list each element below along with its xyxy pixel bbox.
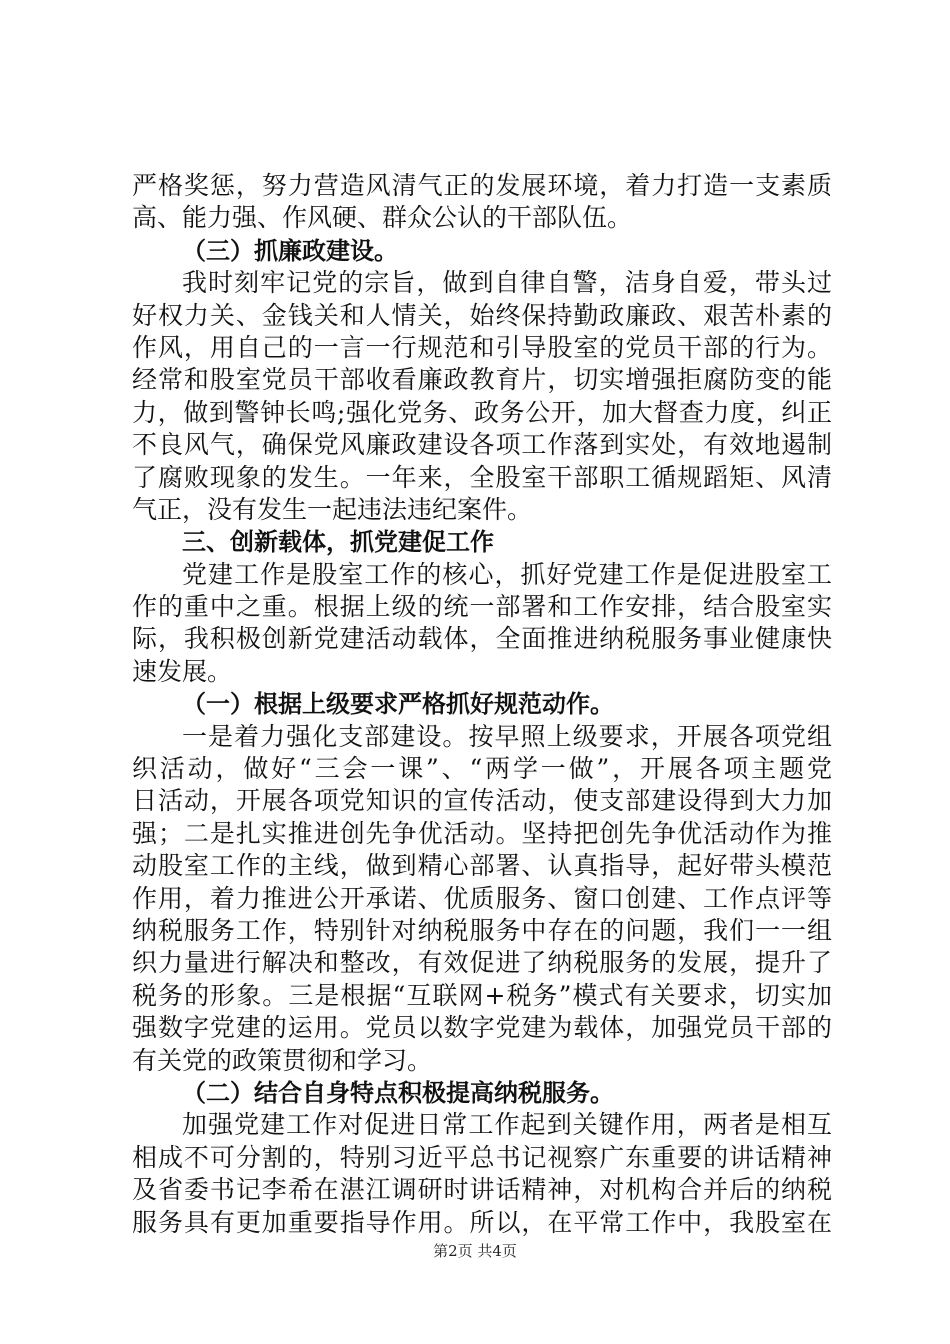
paragraph-line: 织活动，做好“三会一课”、“两学一做”，开展各项主题党: [132, 754, 832, 784]
paragraph-line: 一是着力强化支部建设。按早照上级要求，开展各项党组: [182, 721, 832, 751]
paragraph-line: 气正，没有发生一起违法违纪案件。: [132, 494, 533, 524]
paragraph-line: 税务的形象。三是根据“互联网+税务”模式有关要求，切实加: [132, 980, 832, 1010]
paragraph-line: 作的重中之重。根据上级的统一部署和工作安排，结合股室实: [132, 592, 832, 622]
section-heading: （一）根据上级要求严格抓好规范动作。: [182, 690, 614, 719]
paragraph-line: 作风，用自己的一言一行规范和引导股室的党员干部的行为。: [132, 332, 832, 362]
page-footer: 第2页 共4页: [433, 1242, 517, 1260]
paragraph-line: 及省委书记李希在湛江调研时讲话精神，对机构合并后的纳税: [132, 1175, 832, 1205]
paragraph-line: 纳税服务工作，特别针对纳税服务中存在的问题，我们一一组: [132, 915, 832, 945]
paragraph-line: 有关党的政策贯彻和学习。: [132, 1045, 433, 1075]
section-heading: （三）抓廉政建设。: [182, 236, 398, 265]
paragraph-line: 不良风气，确保党风廉政建设各项工作落到实处，有效地遏制: [132, 430, 832, 460]
paragraph-line: 我时刻牢记党的宗旨，做到自律自警，洁身自爱，带头过: [182, 268, 832, 298]
paragraph-line: 了腐败现象的发生。一年来，全股室干部职工循规蹈矩、风清: [132, 462, 832, 492]
paragraph-line: 力，做到警钟长鸣;强化党务、政务公开，加大督查力度，纠正: [132, 397, 832, 427]
paragraph-line: 际，我积极创新党建活动载体，全面推进纳税服务事业健康快: [132, 624, 832, 654]
paragraph-line: 高、能力强、作风硬、群众公认的干部队伍。: [132, 203, 633, 233]
section-heading: （二）结合自身特点积极提高纳税服务。: [182, 1078, 614, 1107]
paragraph-line: 经常和股室党员干部收看廉政教育片，切实增强拒腐防变的能: [132, 365, 832, 395]
paragraph-line: 动股室工作的主线，做到精心部署、认真指导，起好带头模范: [132, 851, 832, 881]
paragraph-line: 日活动，开展各项党知识的宣传活动，使支部建设得到大力加: [132, 786, 832, 816]
paragraph-line: 强数字党建的运用。党员以数字党建为载体，加强党员干部的: [132, 1013, 832, 1043]
document-body: [132, 170, 832, 1239]
paragraph-line: 作用，着力推进公开承诺、优质服务、窗口创建、工作点评等: [132, 883, 832, 913]
paragraph-line: 织力量进行解决和整改，有效促进了纳税服务的发展，提升了: [132, 948, 832, 978]
paragraph-line: 服务具有更加重要指导作用。所以，在平常工作中，我股室在: [132, 1207, 832, 1237]
paragraph-line: 速发展。: [132, 656, 233, 686]
paragraph-line: 严格奖惩，努力营造风清气正的发展环境，着力打造一支素质: [132, 171, 832, 200]
section-heading: 三、创新载体，抓党建促工作: [182, 528, 494, 557]
paragraph-line: 党建工作是股室工作的核心，抓好党建工作是促进股室工: [182, 559, 832, 589]
paragraph-line: 好权力关、金钱关和人情关，始终保持勤政廉政、艰苦朴素的: [132, 300, 832, 330]
paragraph-line: 相成不可分割的，特别习近平总书记视察广东重要的讲话精神: [132, 1142, 832, 1172]
paragraph-line: 强；二是扎实推进创先争优活动。坚持把创先争优活动作为推: [132, 818, 832, 848]
paragraph-line: 加强党建工作对促进日常工作起到关键作用，两者是相互: [182, 1110, 832, 1140]
